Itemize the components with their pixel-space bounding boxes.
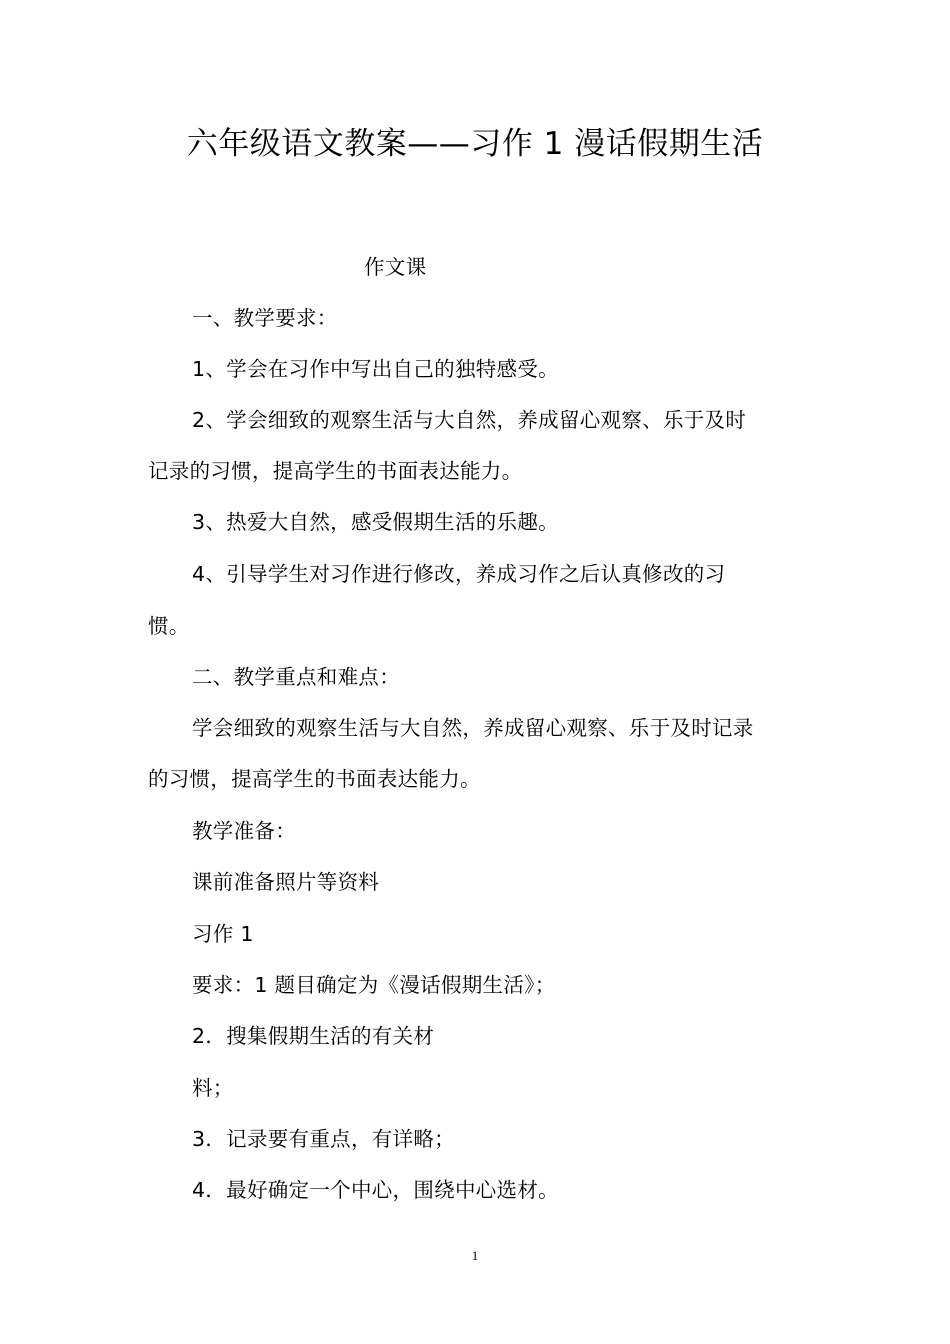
section-heading-requirements: 一、教学要求： [192,306,338,330]
paragraph-line: 4．最好确定一个中心，围绕中心选材。 [192,1178,559,1202]
paragraph-line: 料； [192,1076,234,1100]
paragraph-line: 的习惯，提高学生的书面表达能力。 [148,767,481,791]
paragraph-line: 2、学会细致的观察生活与大自然，养成留心观察、乐于及时 [192,408,747,432]
paragraph-line: 记录的习惯，提高学生的书面表达能力。 [148,459,523,483]
paragraph-line: 惯。 [148,614,190,638]
section-heading-writing: 习作 1 [192,922,254,946]
document-title: 六年级语文教案——习作 1 漫话假期生活 [186,126,764,162]
paragraph-line: 4、引导学生对习作进行修改，养成习作之后认真修改的习 [192,562,726,586]
page-number: 1 [471,1248,479,1263]
section-heading-preparation: 教学准备： [192,819,296,843]
paragraph-line: 学会细致的观察生活与大自然，养成留心观察、乐于及时记录 [192,716,754,740]
paragraph-line: 2．搜集假期生活的有关材 [192,1024,435,1048]
paragraph-line: 1、学会在习作中写出自己的独特感受。 [192,357,559,381]
paragraph-line: 3、热爱大自然，感受假期生活的乐趣。 [192,510,559,534]
paragraph-line: 3．记录要有重点，有详略； [192,1127,455,1151]
paragraph-line: 要求：1 题目确定为《漫话假期生活》； [192,973,556,997]
section-heading-key-points: 二、教学重点和难点： [192,665,400,689]
paragraph-line: 课前准备照片等资料 [192,870,380,894]
document-subtitle: 作文课 [364,255,427,279]
